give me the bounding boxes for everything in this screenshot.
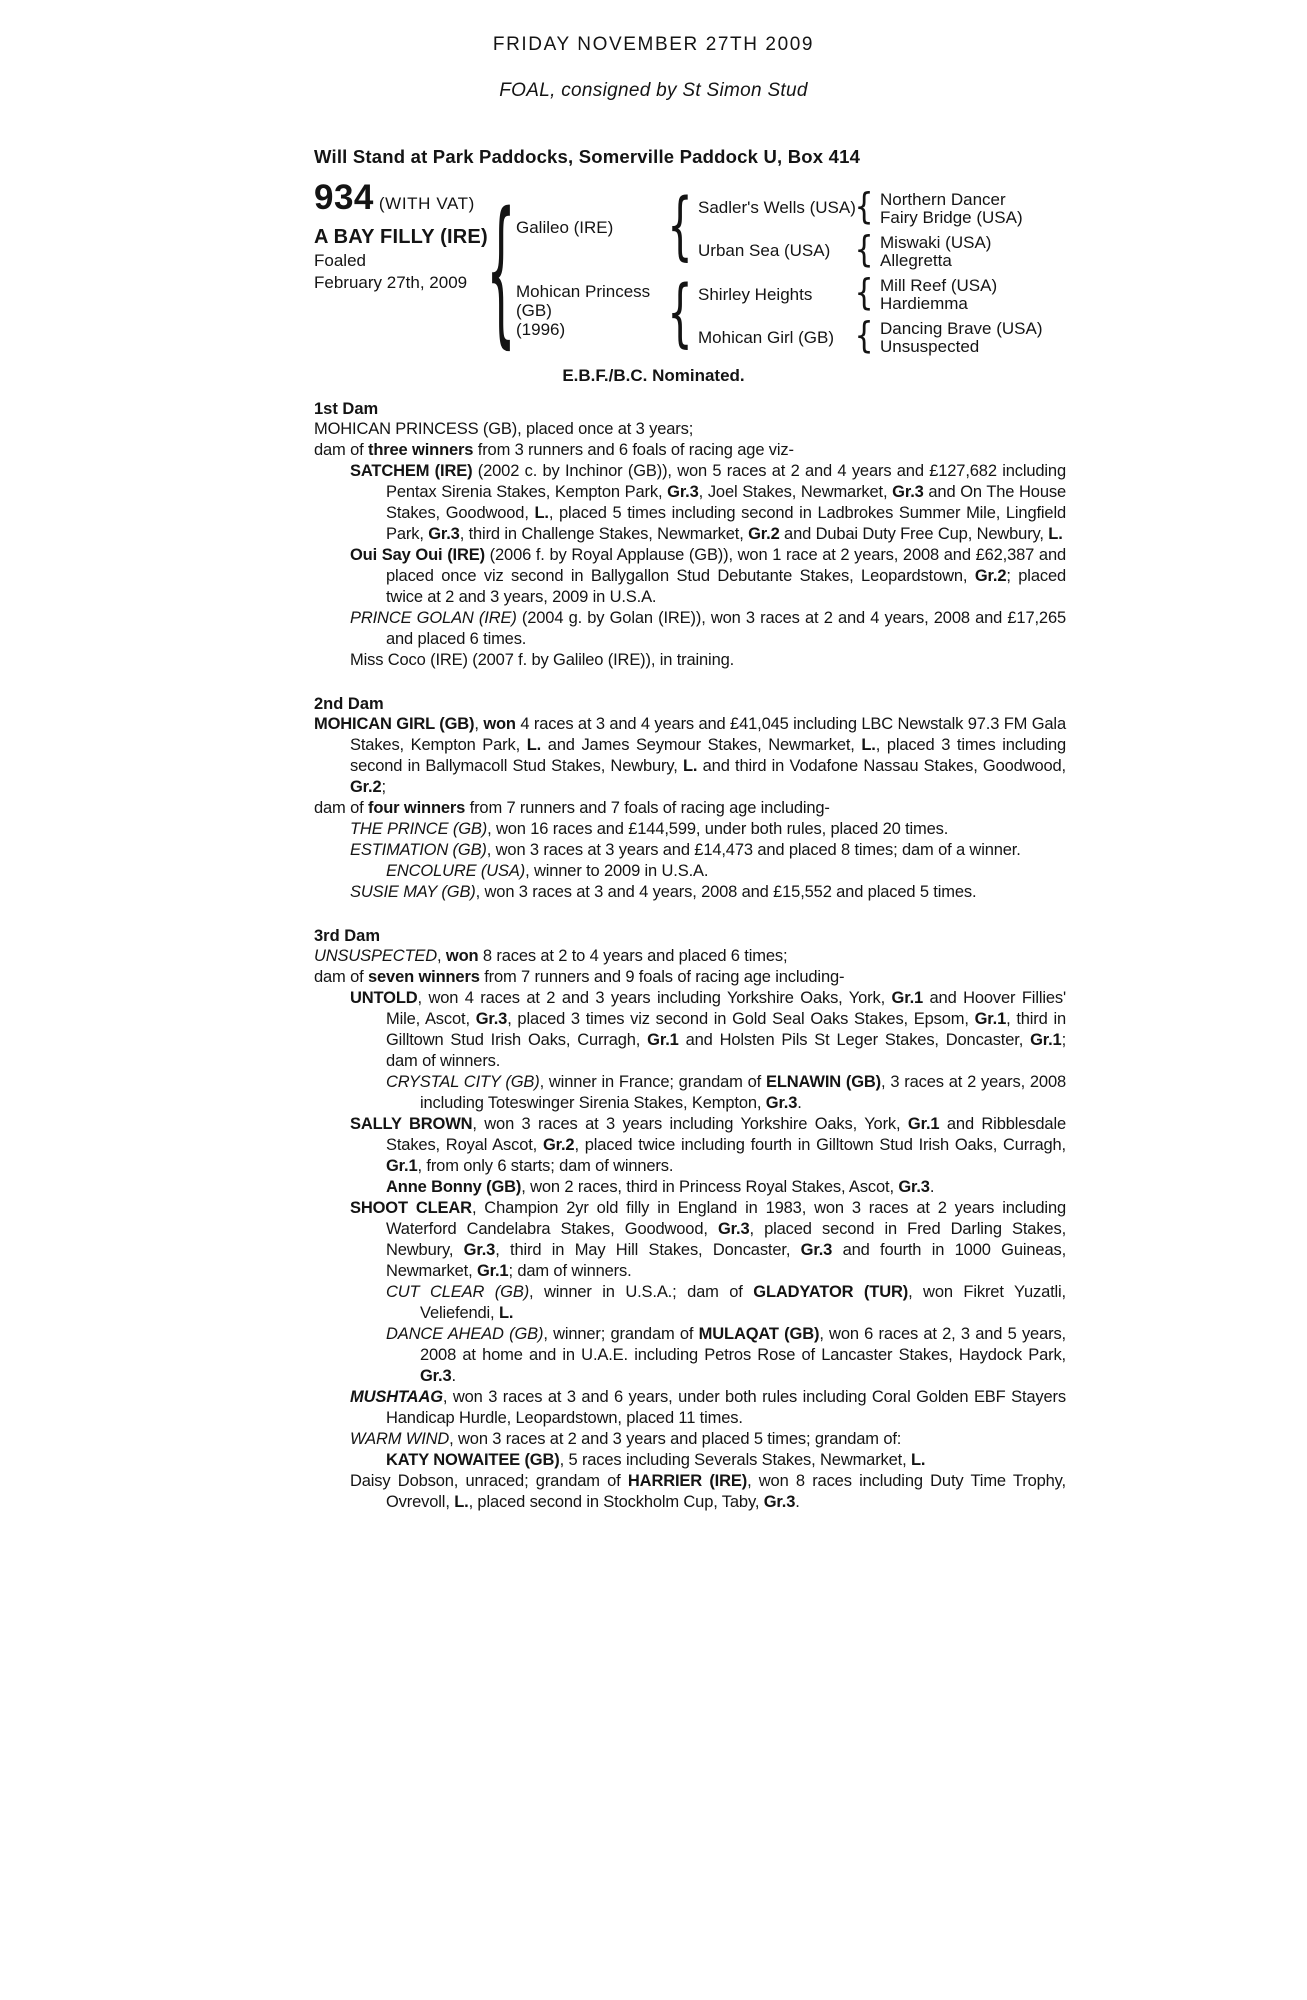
text-run: Gr.3 xyxy=(420,1367,452,1385)
pedigree-paragraph xyxy=(314,1198,1066,1282)
text-run: , won 6 races at 2, 3 and 5 years, 2008 at home and in U.A.E. including Petros Rose of Lancaster Stakes, Haydock Park, xyxy=(420,1325,1066,1364)
text-run: , won 3 races at 2 and 3 years and placed 5 times; grandam of: xyxy=(449,1430,902,1448)
text-run: . xyxy=(795,1493,800,1511)
vat-note: (WITH VAT) xyxy=(378,194,475,213)
text-run: , winner in U.S.A.; dam of xyxy=(529,1283,754,1301)
text-run: , won 3 races at 3 and 4 years, 2008 and £15,552 and placed 5 times. xyxy=(475,883,977,901)
pedigree-paragraph xyxy=(314,419,1066,440)
text-run: KATY NOWAITEE (GB) xyxy=(386,1451,560,1469)
pedigree-brace-pair-4: { xyxy=(854,315,874,358)
text-run: SUSIE MAY (GB) xyxy=(350,883,476,901)
dam-section xyxy=(314,695,1066,903)
text-run: L. xyxy=(526,736,542,754)
text-run: ELNAWIN (GB) xyxy=(765,1073,882,1091)
text-run: . xyxy=(451,1367,456,1385)
text-run: Gr.2 xyxy=(748,525,780,543)
pedigree-brace-sire-side: { xyxy=(667,184,693,270)
text-run: , placed second in Fred Darling Stakes, Newbury, xyxy=(386,1220,1066,1259)
pedigree-paragraph xyxy=(314,714,1066,798)
text-run: L. xyxy=(498,1304,514,1322)
text-run: four winners xyxy=(367,799,466,817)
text-run: won xyxy=(445,947,479,965)
text-run: , Champion 2yr old filly in England in 1983, won 3 races at 2 years including Waterford Candelabra Stakes, Goodwood, xyxy=(386,1199,1066,1238)
text-run: 8 races at 2 to 4 years and placed 6 times; xyxy=(478,947,788,965)
text-run: Gr.3 xyxy=(765,1094,798,1112)
text-run: Gr.1 xyxy=(907,1115,940,1133)
text-run: Gr.3 xyxy=(898,1178,930,1196)
text-run: , from only 6 starts; dam of winners. xyxy=(417,1157,674,1175)
text-run: and James Seymour Stakes, Newmarket, xyxy=(541,736,862,754)
text-run: Miss Coco (IRE) (2007 f. by Galileo (IRE)), in training. xyxy=(350,651,735,669)
lot-description: A BAY FILLY (IRE) xyxy=(314,226,488,248)
text-run: , third in May Hill Stakes, Doncaster, xyxy=(495,1241,801,1259)
dam-section xyxy=(314,400,1066,671)
text-run: SATCHEM (IRE) xyxy=(350,462,473,480)
text-run: , won 16 races and £144,599, under both rules, placed 20 times. xyxy=(487,820,949,838)
text-run: HARRIER (IRE) xyxy=(627,1472,748,1490)
text-run: , placed 5 times including second in Ladbrokes Summer Mile, Lingfield Park, xyxy=(386,504,1066,543)
pedigree-paragraph xyxy=(314,1177,1066,1198)
text-run: , winner to 2009 in U.S.A. xyxy=(525,862,709,880)
pedigree-paragraph xyxy=(314,1429,1066,1450)
text-run: won xyxy=(483,715,516,733)
text-run: , xyxy=(437,947,446,965)
text-run: WARM WIND xyxy=(350,1430,450,1448)
text-run: . xyxy=(797,1094,802,1112)
text-run: , third in Challenge Stakes, Newmarket, xyxy=(459,525,749,543)
text-run: and Holsten Pils St Leger Stakes, Doncaster, xyxy=(678,1031,1031,1049)
text-run: CUT CLEAR (GB) xyxy=(386,1283,530,1301)
foaled-label: Foaled xyxy=(314,251,366,270)
text-run: Gr.3 xyxy=(892,483,924,501)
dam-name-line1: Mohican Princess xyxy=(516,282,651,301)
text-run: MOHICAN PRINCESS (GB), placed once at 3 years; xyxy=(314,420,694,438)
text-run: Gr.3 xyxy=(428,525,460,543)
consignment-line: FOAL, consigned by St Simon Stud xyxy=(499,80,808,101)
text-run: from 3 runners and 6 foals of racing age viz- xyxy=(473,441,794,459)
text-run: three winners xyxy=(367,441,474,459)
text-run: L. xyxy=(454,1493,469,1511)
text-run: SHOOT CLEAR xyxy=(350,1199,472,1217)
pedigree-paragraph xyxy=(314,819,1066,840)
text-run: and third in Vodafone Nassau Stakes, Goodwood, xyxy=(697,757,1066,775)
text-run: Daisy Dobson, unraced; grandam of xyxy=(350,1472,628,1490)
text-run: Oui Say Oui (IRE) xyxy=(350,546,485,564)
pedigree-paragraph xyxy=(314,545,1066,608)
text-run: ; xyxy=(381,778,386,796)
great-grandparent-7: Dancing Brave (USA) xyxy=(880,319,1043,338)
pedigree-paragraph xyxy=(314,1282,1066,1324)
lot-info xyxy=(314,178,504,293)
text-run: GLADYATOR (TUR) xyxy=(753,1283,909,1301)
text-run: Gr.2 xyxy=(350,778,382,796)
text-run: dam of xyxy=(314,799,368,817)
great-grandparent-1: Northern Dancer xyxy=(880,190,1006,209)
pedigree-paragraph xyxy=(314,608,1066,650)
text-run: (2006 f. by Royal Applause (GB)), won 1 race at 2 years, 2008 and £62,387 and placed once viz second in Ballygallon Stud Debutante Stakes, Leopardstown, xyxy=(386,546,1066,585)
dam-heading: 1st Dam xyxy=(314,400,379,418)
great-grandparent-3: Miswaki (USA) xyxy=(880,233,992,252)
pedigree-paragraph xyxy=(314,946,1066,967)
pedigree-brace-pair-3: { xyxy=(854,272,874,315)
text-run: (2002 c. by Inchinor (GB)), won 5 races at 2 and 4 years and £127,682 including Pentax Sirenia Stakes, Kempton Park, xyxy=(386,462,1066,501)
text-run: , xyxy=(474,715,484,733)
grandsire-2: Shirley Heights xyxy=(698,285,813,304)
text-run: Gr.1 xyxy=(1030,1031,1062,1049)
pedigree-paragraph xyxy=(314,1114,1066,1177)
pedigree-paragraph xyxy=(314,967,1066,988)
text-run: Gr.2 xyxy=(974,567,1007,585)
pedigree-paragraph xyxy=(314,1072,1066,1114)
text-run: , won 4 races at 2 and 3 years including Yorkshire Oaks, York, xyxy=(417,989,892,1007)
dam-name-line2: (GB) xyxy=(516,301,552,320)
pedigree-brace-parents: { xyxy=(486,176,516,364)
text-run: L. xyxy=(910,1451,926,1469)
granddam-1: Urban Sea (USA) xyxy=(698,241,831,260)
text-run: SALLY BROWN xyxy=(350,1115,473,1133)
dam-sections xyxy=(314,400,1066,1513)
pedigree-paragraph xyxy=(314,798,1066,819)
text-run: , winner in France; grandam of xyxy=(539,1073,766,1091)
text-run: Gr.1 xyxy=(647,1031,679,1049)
pedigree-brace-pair-2: { xyxy=(854,229,874,272)
pedigree-paragraph xyxy=(314,1387,1066,1429)
text-run: ; dam of winners. xyxy=(508,1262,632,1280)
lot-number-row xyxy=(314,178,504,218)
text-run: , won 3 races at 3 years including Yorkshire Oaks, York, xyxy=(472,1115,908,1133)
text-run: Gr.1 xyxy=(974,1010,1007,1028)
great-grandparent-2: Fairy Bridge (USA) xyxy=(880,208,1023,227)
text-run: Gr.3 xyxy=(463,1241,496,1259)
text-run: and Dubai Duty Free Cup, Newbury, xyxy=(779,525,1049,543)
text-run: , 3 races at 2 years, 2008 including Toteswinger Sirenia Stakes, Kempton, xyxy=(420,1073,1067,1112)
text-run: Gr.1 xyxy=(386,1157,418,1175)
text-run: ENCOLURE (USA) xyxy=(386,862,526,880)
text-run: UNTOLD xyxy=(350,989,418,1007)
nomination-line: E.B.F./B.C. Nominated. xyxy=(562,366,745,385)
pedigree-paragraph xyxy=(314,882,1066,903)
text-run: and Hoover Fillies' Mile, Ascot, xyxy=(386,989,1066,1028)
text-run: from 7 runners and 9 foals of racing age including- xyxy=(479,968,845,986)
text-run: seven winners xyxy=(367,968,480,986)
text-run: , won 3 races at 3 and 6 years, under both rules including Coral Golden EBF Stayers Handicap Hurdle, Leopardstown, placed 11 times. xyxy=(386,1388,1066,1427)
great-grandparent-6: Hardiemma xyxy=(880,294,968,313)
text-run: , won 3 races at 3 years and £14,473 and placed 8 times; dam of a winner. xyxy=(486,841,1021,859)
text-run: ESTIMATION (GB) xyxy=(350,841,487,859)
text-run: L. xyxy=(534,504,549,522)
text-run: Gr.3 xyxy=(717,1220,750,1238)
pedigree-paragraph xyxy=(314,861,1066,882)
text-run: MUSHTAAG xyxy=(350,1388,443,1406)
text-run: ; dam of winners. xyxy=(386,1031,1067,1070)
text-run: , placed 3 times viz second in Gold Seal Oaks Stakes, Epsom, xyxy=(507,1010,975,1028)
text-run: 4 races at 3 and 4 years and £41,045 including LBC Newstalk 97.3 FM Gala Stakes, Kempton Park, xyxy=(350,715,1066,754)
pedigree-brace-dam-side: { xyxy=(667,271,693,357)
stand-location: Will Stand at Park Paddocks, Somerville Paddock U, Box 414 xyxy=(314,146,861,167)
text-run: Gr.3 xyxy=(667,483,699,501)
grandsire-1: Sadler's Wells (USA) xyxy=(698,198,856,217)
pedigree-chart xyxy=(314,176,1066,364)
dam-section xyxy=(314,927,1066,1513)
text-run: dam of xyxy=(314,441,368,459)
text-run: and On The House Stakes, Goodwood, xyxy=(386,483,1066,522)
text-run: Gr.1 xyxy=(891,989,924,1007)
lot-number: 934 xyxy=(314,178,374,217)
text-run: , won 2 races, third in Princess Royal Stakes, Ascot, xyxy=(521,1178,899,1196)
text-run: PRINCE GOLAN (IRE) xyxy=(350,609,517,627)
pedigree-paragraph xyxy=(314,840,1066,861)
text-run: , Joel Stakes, Newmarket, xyxy=(698,483,893,501)
foaled-date: February 27th, 2009 xyxy=(314,273,468,292)
text-run: L. xyxy=(682,757,698,775)
dam-heading: 3rd Dam xyxy=(314,927,381,945)
text-run: , winner; grandam of xyxy=(543,1325,699,1343)
text-run: , placed 3 times including second in Ballymacoll Stud Stakes, Newbury, xyxy=(350,736,1066,775)
content-column xyxy=(314,146,1066,1513)
text-run: Gr.1 xyxy=(476,1262,509,1280)
pedigree-paragraph xyxy=(314,1324,1066,1387)
great-grandparent-8: Unsuspected xyxy=(880,337,980,356)
text-run: UNSUSPECTED xyxy=(314,947,438,965)
text-run: (2004 g. by Golan (IRE)), won 3 races at 2 and 4 years, 2008 and £17,265 and placed 6 times. xyxy=(386,609,1067,648)
text-run: MOHICAN GIRL (GB) xyxy=(314,715,475,733)
pedigree-paragraph xyxy=(314,440,1066,461)
text-run: dam of xyxy=(314,968,368,986)
pedigree-paragraph xyxy=(314,1471,1066,1513)
text-run: , won Fikret Yuzatli, Veliefendi, xyxy=(420,1283,1066,1322)
text-run: , won 8 races including Duty Time Trophy, Ovrevoll, xyxy=(386,1472,1066,1511)
text-run: Anne Bonny (GB) xyxy=(386,1178,522,1196)
dam-heading: 2nd Dam xyxy=(314,695,384,713)
text-run: THE PRINCE (GB) xyxy=(350,820,488,838)
dam-name-line3: (1996) xyxy=(516,320,566,339)
text-run: L. xyxy=(1048,525,1063,543)
text-run: from 7 runners and 7 foals of racing age including- xyxy=(465,799,830,817)
text-run: DANCE AHEAD (GB) xyxy=(386,1325,544,1343)
text-run: , placed twice including fourth in Gilltown Stud Irish Oaks, Curragh, xyxy=(574,1136,1066,1154)
text-run: . xyxy=(929,1178,935,1196)
pedigree-brace-pair-1: { xyxy=(854,186,874,229)
text-run: Gr.3 xyxy=(475,1010,508,1028)
text-run: Gr.2 xyxy=(542,1136,575,1154)
sale-date: FRIDAY NOVEMBER 27TH 2009 xyxy=(492,34,815,55)
text-run: ; placed twice at 2 and 3 years, 2009 in U.S.A. xyxy=(386,567,1066,606)
granddam-2: Mohican Girl (GB) xyxy=(698,328,835,347)
text-run: L. xyxy=(861,736,876,754)
text-run: MULAQAT (GB) xyxy=(698,1325,820,1343)
text-run: , 5 races including Severals Stakes, Newmarket, xyxy=(559,1451,911,1469)
pedigree-paragraph xyxy=(314,988,1066,1072)
text-run: CRYSTAL CITY (GB) xyxy=(386,1073,540,1091)
text-run: and fourth in 1000 Guineas, Newmarket, xyxy=(386,1241,1066,1280)
text-run: Gr.3 xyxy=(763,1493,796,1511)
text-run: , placed second in Stockholm Cup, Taby, xyxy=(468,1493,764,1511)
sire-name: Galileo (IRE) xyxy=(516,218,614,237)
text-run: , third in Gilltown Stud Irish Oaks, Curragh, xyxy=(386,1010,1066,1049)
great-grandparent-5: Mill Reef (USA) xyxy=(880,276,998,295)
pedigree-paragraph xyxy=(314,650,1066,671)
great-grandparent-4: Allegretta xyxy=(880,251,952,270)
pedigree-paragraph xyxy=(314,461,1066,545)
text-run: Gr.3 xyxy=(800,1241,833,1259)
text-run: and Ribblesdale Stakes, Royal Ascot, xyxy=(386,1115,1066,1154)
pedigree-paragraph xyxy=(314,1450,1066,1471)
